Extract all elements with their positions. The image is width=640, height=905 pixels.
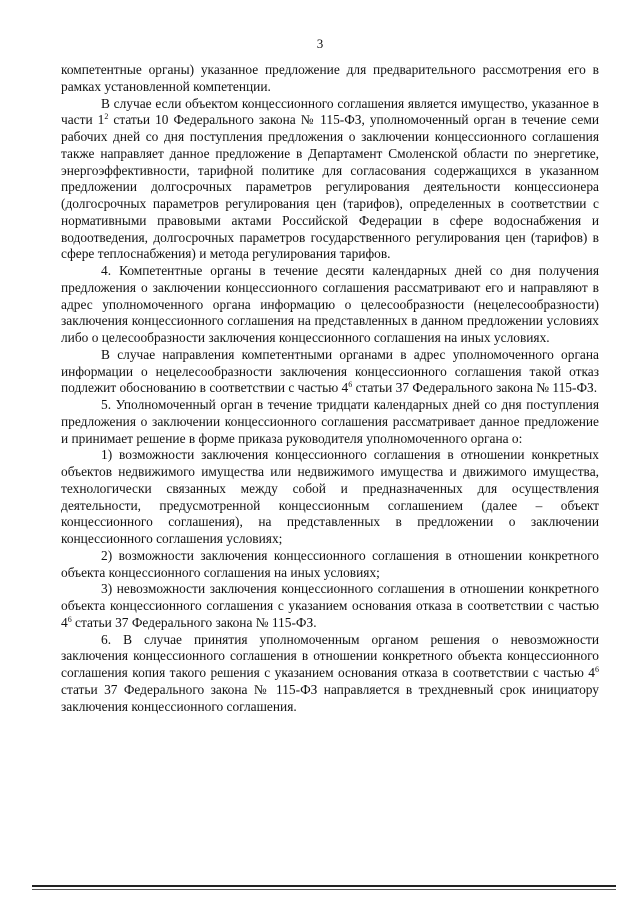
paragraph-subitem-2: 2) возможности заключения концессионного соглашения в отношении конкретного объекта концессионного соглашения на иных условиях; (61, 547, 599, 580)
paragraph-property-object: В случае если объектом концессионного соглашения является имущество, указанное в части $1^2$ статьи 10 Федерального закона № 115-ФЗ, уполномоченный орган в течение семи рабочих дней со дня поступления предложения о заключении концессионного соглашения также направляет данное предложение в Департамент Смоленской области по энергетике, энергоэффективности, тарифной политике для согласования содержащихся в указанном предложении долгосрочных параметров регулирования деятельности концессионера (долгосрочных параметров регулирования цен (тарифов), определенных в соответствии с нормативными правовыми актами Российской Федерации в сфере водоснабжения и водоотведения, долгосрочных параметров государственного регулирования цен (тарифов) в сфере теплоснабжения) и метода регулирования тарифов. (61, 95, 599, 262)
document-body (61, 62, 599, 715)
paragraph-subitem-3: 3) невозможности заключения концессионного соглашения в отношении конкретного объекта концессионного соглашения с указанием основания отказа в соответствии с частью $4^6$ статьи 37 Федерального закона № 115-ФЗ. (61, 581, 599, 630)
superscript: 2 (104, 112, 109, 122)
bottom-divider-secondary (32, 889, 616, 890)
superscript: 6 (348, 380, 353, 390)
paragraph-item-6: 6. В случае принятия уполномоченным органом решения о невозможности заключения концессионного соглашения в отношении конкретного объекта концессионного соглашения копия такого решения с указанием основания отказа в соответствии с частью $4^6$ статьи 37 Федерального закона № 115-ФЗ направляется в трехдневный срок инициатору заключения концессионного соглашения. (61, 631, 599, 714)
paragraph-subitem-1: 1) возможности заключения концессионного соглашения в отношении конкретных объектов недвижимого имущества или недвижимого имущества и движимого имущества, технологически связанных между собой и предназначенных для осуществления деятельности, предусмотренной концессионным соглашением (далее – объект концессионного соглашения), на представленных в предложении о заключении концессионного соглашения условиях; (61, 447, 599, 546)
superscript: 6 (595, 665, 599, 674)
paragraph-item-4: 4. Компетентные органы в течение десяти календарных дней со дня получения предложения о заключении концессионного соглашения рассматривают его и направляют в адрес уполномоченного органа информацию о целесообразности (нецелесообразности) заключения концессионного соглашения на представленных в данном предложении условиях либо о целесообразности заключения концессионного соглашения на иных условиях. (61, 263, 599, 345)
superscript: 6 (67, 614, 72, 624)
paragraph-continuation: компетентные органы) указанное предложение для предварительного рассмотрения его в рамках установленной компетенции. (61, 62, 599, 94)
paragraph-refusal: В случае направления компетентными органами в адрес уполномоченного органа информации о нецелесообразности заключения концессионного соглашения такой отказ подлежит обоснованию в соответствии с частью $4^6$ статьи 37 Федерального закона № 115-ФЗ. (61, 346, 599, 396)
bottom-divider (32, 885, 616, 887)
page-number: 3 (316, 36, 324, 51)
paragraph-item-5: 5. Уполномоченный орган в течение тридцати календарных дней со дня поступления предложения о заключении концессионного соглашения рассматривает данное предложение и принимает решение в форме приказа руководителя уполномоченного органа о: (61, 397, 599, 446)
